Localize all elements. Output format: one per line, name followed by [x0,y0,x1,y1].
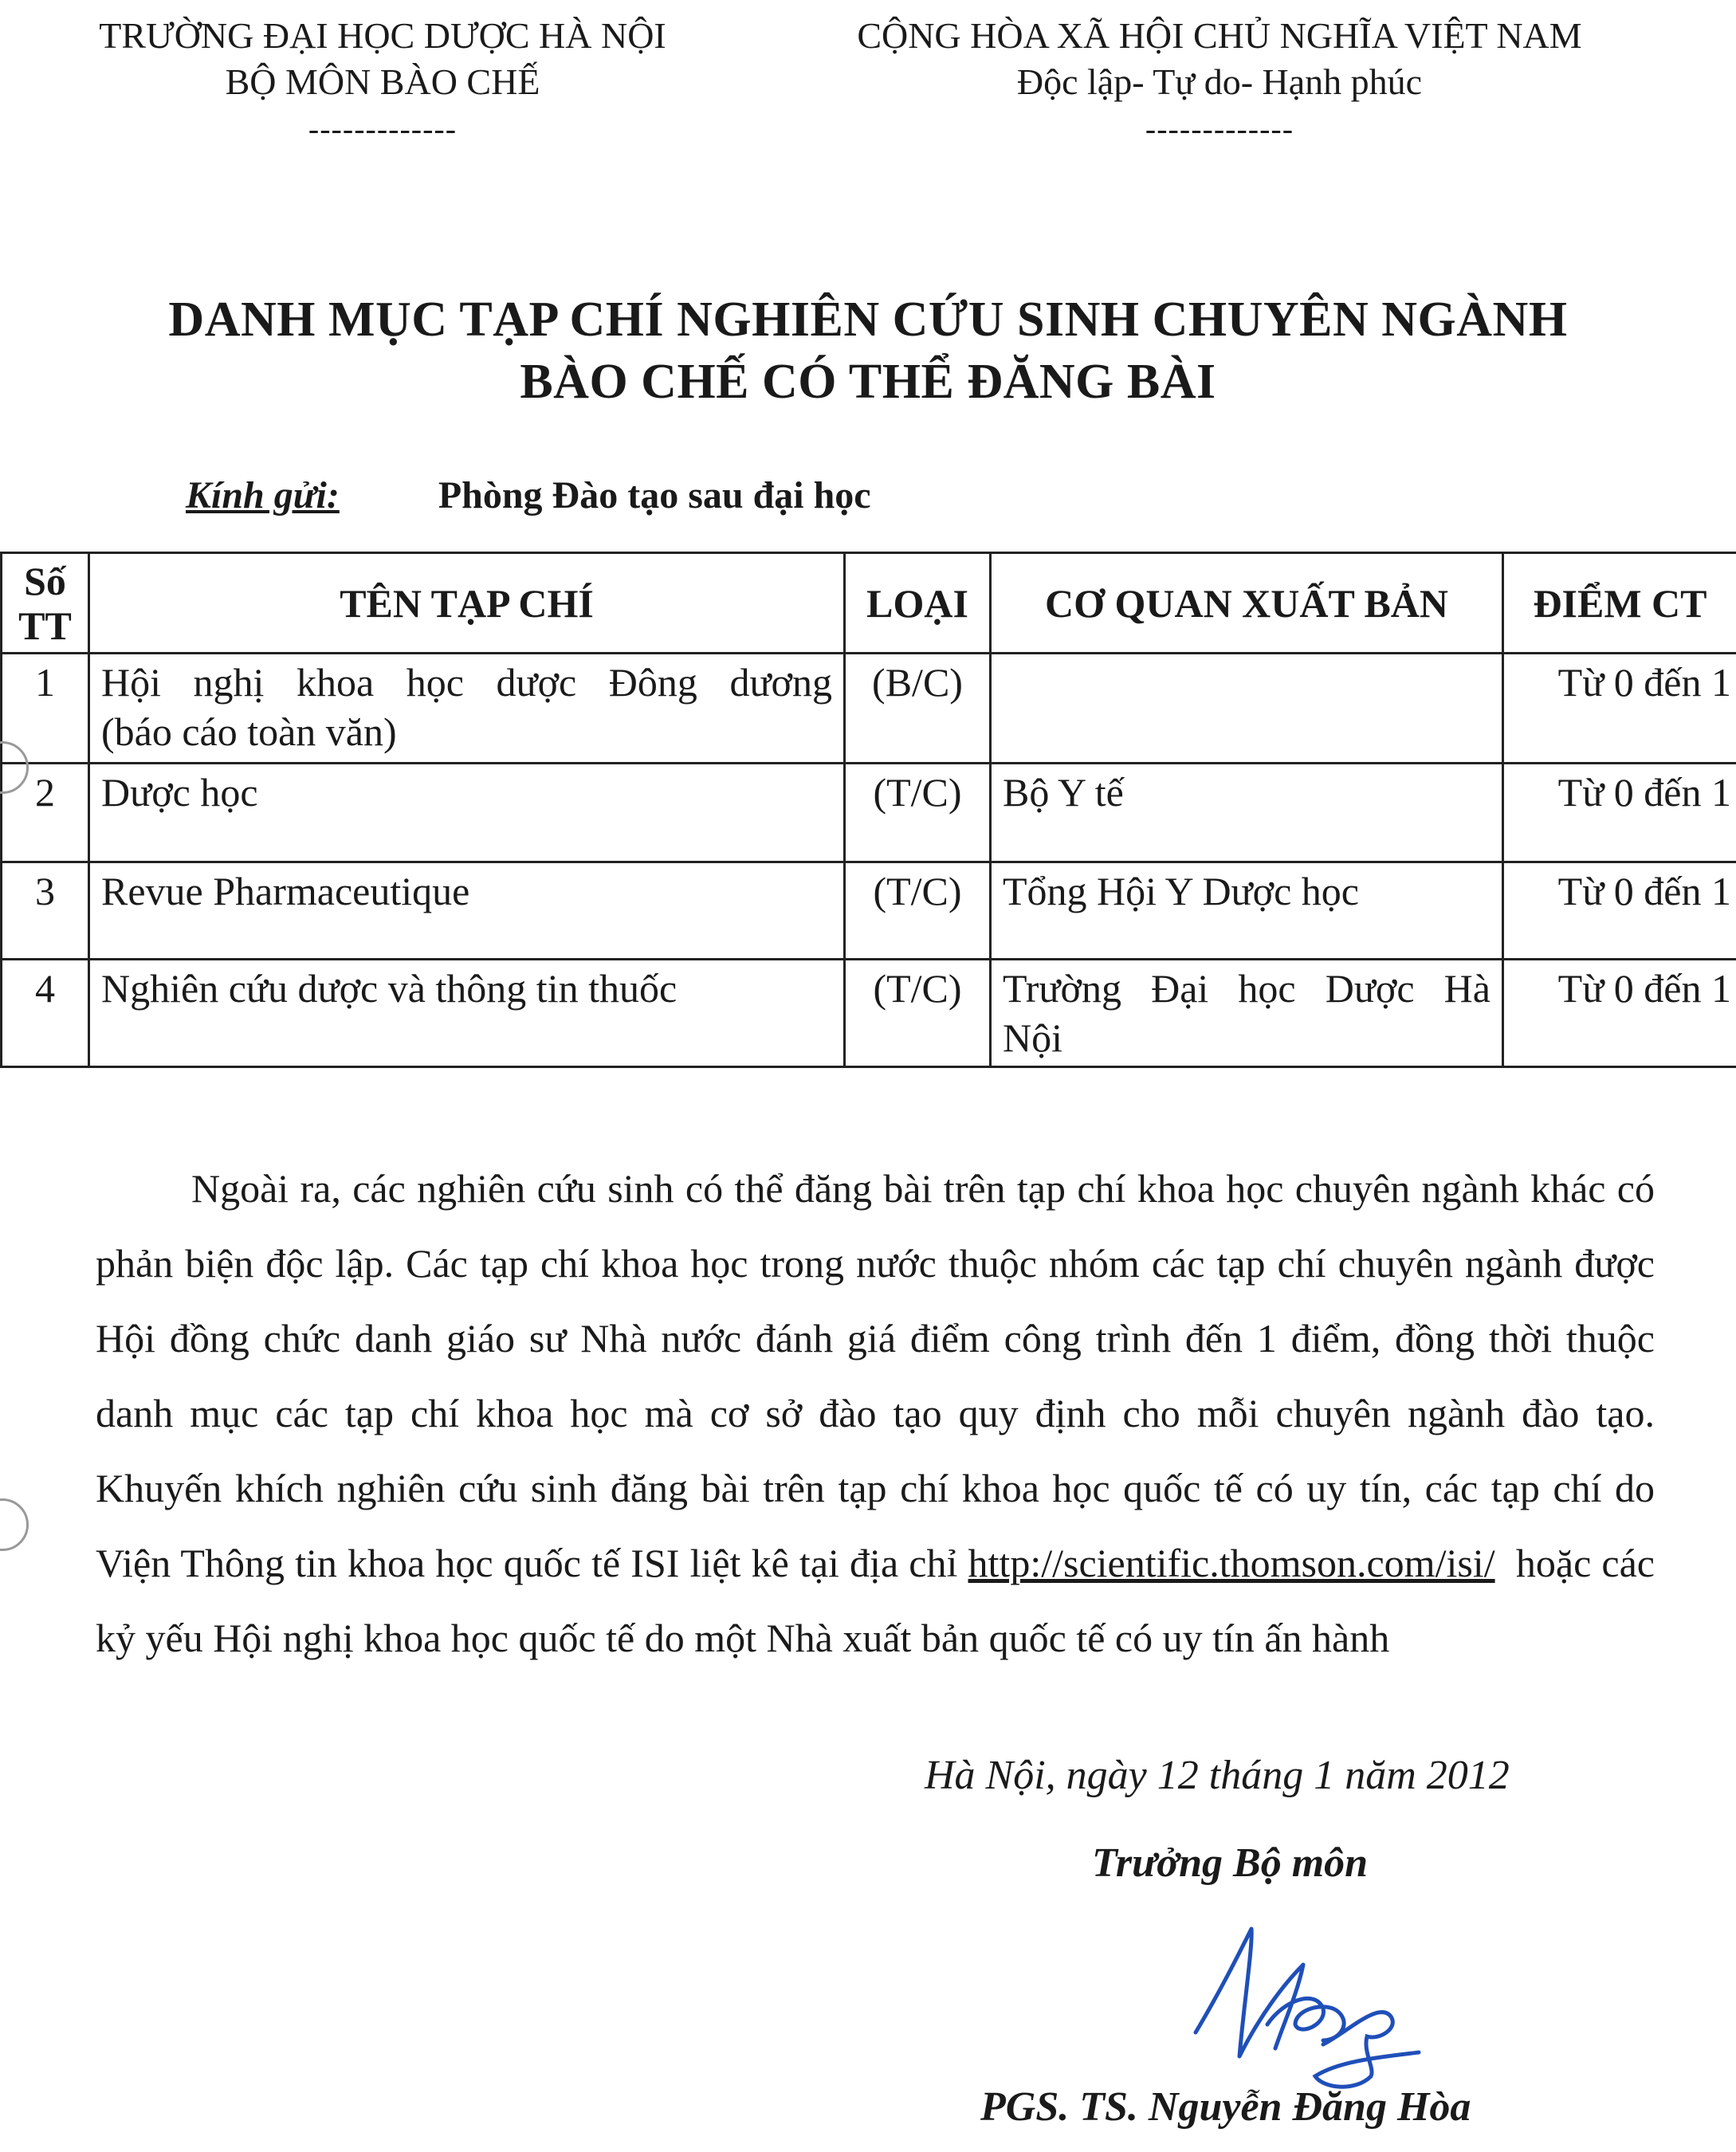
row-type: (T/C) [845,764,991,862]
row-publisher: Bộ Y tế [991,764,1503,862]
row-publisher: Trường Đại học Dược Hà Nội [991,960,1503,1067]
document-title [0,289,1736,413]
journal-table [0,552,1736,1068]
date-line: Hà Nội, ngày 12 tháng 1 năm 2012 [925,1753,1510,1798]
addressee [186,473,871,517]
row-score: Từ 0 đến 1 [1503,960,1736,1067]
header-journal-name: TÊN TẠP CHÍ [89,553,845,654]
row-journal-name: Revue Pharmaceutique [89,862,845,960]
header-type: LOẠI [845,553,991,654]
institution-header [64,13,701,145]
paragraph-text-end: hoặc các kỷ yếu Hội nghị khoa học quốc tế do một Nhà xuất bản quốc tế có uy tín ấn hành [96,1541,1655,1660]
right-header-rule: ------------- [1145,111,1294,147]
row-stt: 3 [2,862,89,960]
row-score: Từ 0 đến 1 [1503,862,1736,960]
row-stt: 4 [2,960,89,1067]
left-header-rule: ------------- [308,111,458,147]
table-row [2,764,1736,862]
addressee-value: Phòng Đào tạo sau đại học [438,474,871,516]
punch-hole-mark [0,1498,29,1551]
signer-name: PGS. TS. Nguyễn Đăng Hòa [980,2084,1471,2130]
header-stt: Số TT [2,553,89,654]
addressee-label: Kính gửi: [186,474,340,516]
row-type: (T/C) [845,862,991,960]
national-motto: Độc lập- Tự do- Hạnh phúc [1016,61,1423,102]
row-stt: 2 [2,764,89,862]
body-paragraph [96,1151,1655,1675]
university-name: TRƯỜNG ĐẠI HỌC DƯỢC HÀ NỘI [99,15,666,56]
table-header-row [2,553,1736,654]
paragraph-text: Ngoài ra, các nghiên cứu sinh có thể đăng bài trên tạp chí khoa học chuyên ngành khác có phản biện độc lập. Các tạp chí khoa học trong nước thuộc nhóm các tạp chí chuyên ngành được Hội đồng chức danh giáo sư Nhà nước đánh giá điểm công trình đến 1 điểm, đồng thời thuộc danh mục các tạp chí khoa học mà cơ sở đào tạo quy định cho mỗi chuyên ngành đào tạo. Khuyến khích nghiên cứu sinh đăng bài trên tạp chí khoa học quốc tế có uy tín, các tạp chí do Viện Thông tin khoa học quốc tế ISI liệt kê tại địa chỉ [96,1166,1655,1585]
row-stt: 1 [2,654,89,764]
title-line-2: BÀO CHẾ CÓ THỂ ĐĂNG BÀI [520,355,1216,409]
department-name: BỘ MÔN BÀO CHẾ [225,61,540,102]
header-publisher: CƠ QUAN XUẤT BẢN [991,553,1503,654]
row-type: (T/C) [845,960,991,1067]
header-score: ĐIỂM CT [1503,553,1736,654]
row-journal-name: Nghiên cứu dược và thông tin thuốc [89,960,845,1067]
row-score: Từ 0 đến 1 [1503,764,1736,862]
row-score: Từ 0 đến 1 [1503,654,1736,764]
row-journal-name: Dược học [89,764,845,862]
signer-role: Trưởng Bộ môn [1092,1840,1369,1886]
row-journal-name: Hội nghị khoa học dược Đông dương (báo cáo toàn văn) [89,654,845,764]
row-type: (B/C) [845,654,991,764]
isi-url-link[interactable]: http://scientific.thomson.com/isi/ [968,1541,1495,1585]
row-publisher: Tổng Hội Y Dược học [991,862,1503,960]
table-row [2,960,1736,1067]
national-header [797,13,1642,145]
title-line-1: DANH MỤC TẠP CHÍ NGHIÊN CỨU SINH CHUYÊN NGÀNH [168,293,1568,347]
country-name: CỘNG HÒA XÃ HỘI CHỦ NGHĨA VIỆT NAM [857,15,1582,56]
table-row [2,862,1736,960]
table-row [2,654,1736,764]
row-publisher [991,654,1503,764]
handwritten-signature-icon [1164,1897,1435,2096]
